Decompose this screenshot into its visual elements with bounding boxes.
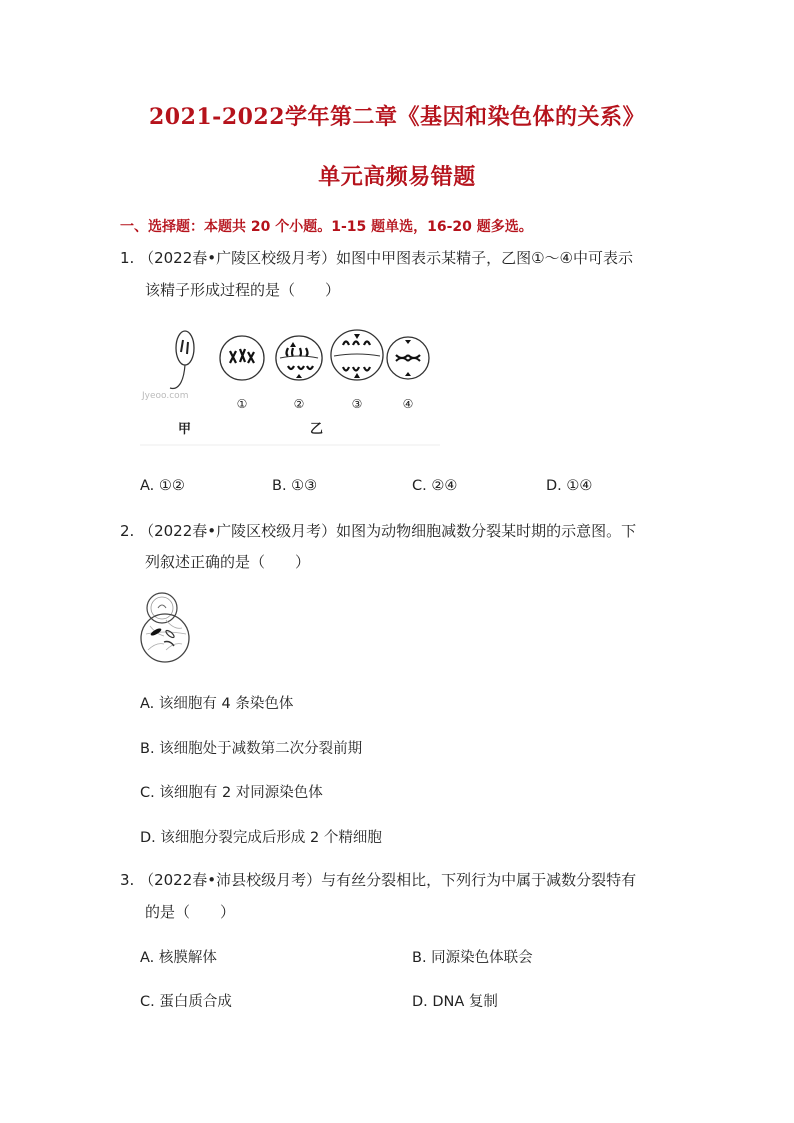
q1-option-c: C. ②④ (412, 478, 458, 494)
q2-option-c: C. 该细胞有 2 对同源染色体 (140, 785, 323, 801)
q1-option-a: A. ①② (140, 478, 185, 494)
q1-figure (140, 318, 440, 448)
q2-option-d: D. 该细胞分裂完成后形成 2 个精细胞 (140, 830, 382, 846)
figure-watermark: Jyeoo.com (142, 391, 189, 401)
label-yi: 乙 (310, 422, 324, 437)
q2-option-b: B. 该细胞处于减数第二次分裂前期 (140, 741, 363, 757)
doc-title: 2021-2022学年第二章《基因和染色体的关系》 (148, 104, 646, 130)
cell-4-drawing (387, 337, 429, 379)
q2-stem-line2: 列叙述正确的是（ ） (145, 553, 311, 571)
q3-option-c: C. 蛋白质合成 (140, 994, 232, 1010)
doc-subtitle: 单元高频易错题 (318, 164, 476, 190)
label-jia: 甲 (178, 422, 192, 437)
q1-option-b: B. ①③ (272, 478, 318, 494)
q2-stem-line1: 2. （2022春•广陵区校级月考）如图为动物细胞减数分裂某时期的示意图。下 (120, 522, 637, 540)
cell-label-4: ④ (402, 397, 414, 411)
cell-label-1: ① (236, 397, 248, 411)
cell-3-drawing (331, 330, 383, 380)
q3-option-b: B. 同源染色体联会 (412, 950, 533, 966)
q2-option-a: A. 该细胞有 4 条染色体 (140, 696, 294, 712)
q1-stem-line1: 1. （2022春•广陵区校级月考）如图中甲图表示某精子，乙图①～④中可表示 (120, 249, 633, 267)
q3-stem-line2: 的是（ ） (145, 903, 236, 921)
cell-1-drawing (220, 336, 264, 380)
q3-stem-line1: 3. （2022春•沛县校级月考）与有丝分裂相比，下列行为中属于减数分裂特有 (120, 871, 637, 889)
q3-option-a: A. 核膜解体 (140, 950, 217, 966)
cell-label-2: ② (293, 397, 305, 411)
q1-stem-line2: 该精子形成过程的是（ ） (145, 281, 341, 299)
sperm-drawing (170, 331, 194, 389)
cell-label-3: ③ (351, 397, 363, 411)
q3-option-d: D. DNA 复制 (412, 994, 498, 1010)
q2-figure (136, 590, 200, 664)
q1-option-d: D. ①④ (546, 478, 593, 494)
cell-2-drawing (276, 336, 322, 380)
section-heading: 一、选择题：本题共 20 个小题。1-15 题单选，16-20 题多选。 (120, 219, 533, 235)
